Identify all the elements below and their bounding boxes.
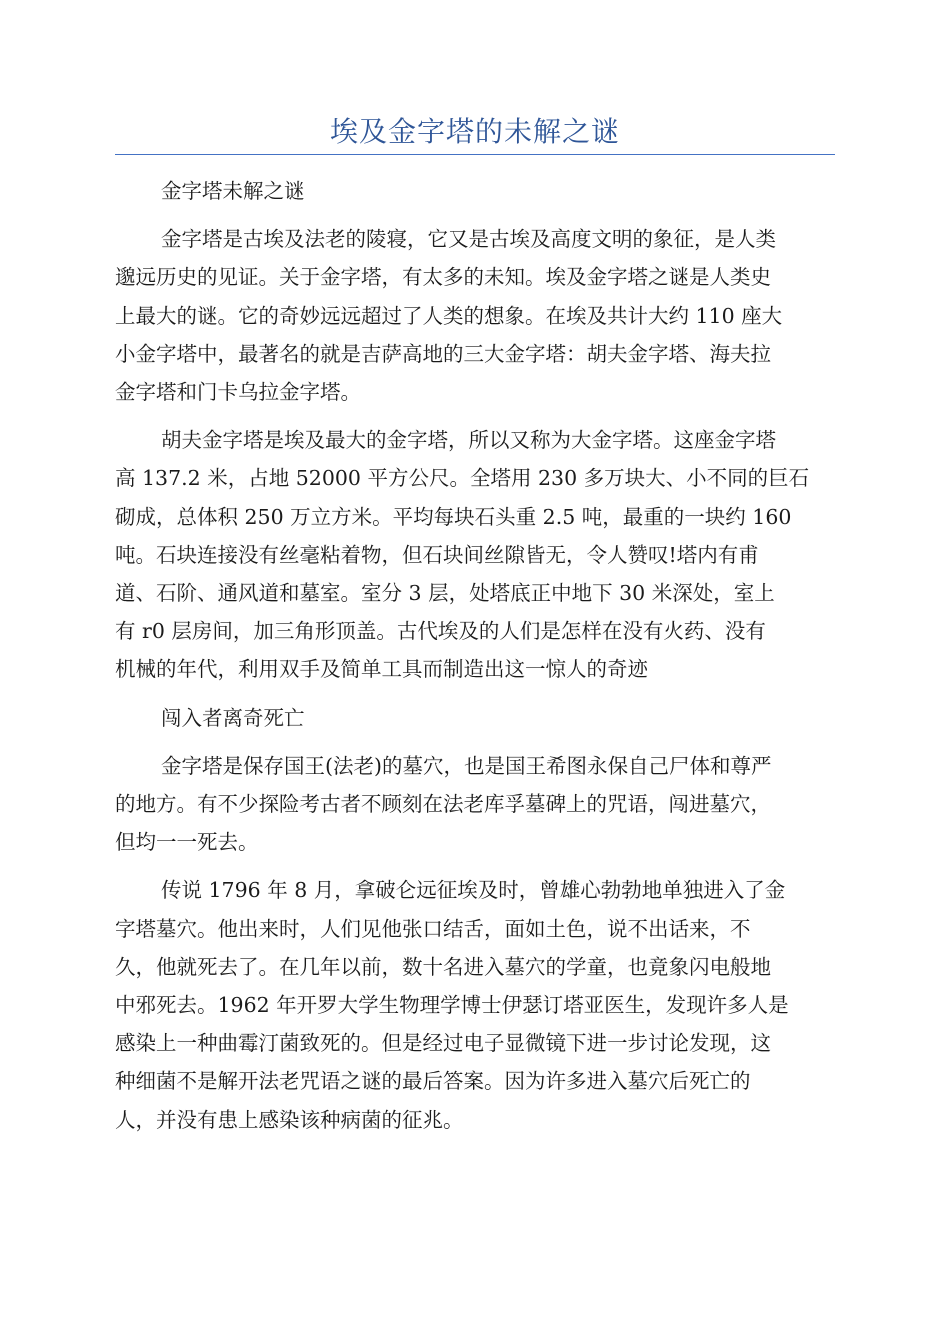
paragraph-line: 感染上一种曲霉汀菌致死的。但是经过电子显微镜下进一步讨论发现，这	[115, 1031, 771, 1056]
paragraph	[115, 871, 837, 1138]
section-heading	[115, 699, 837, 737]
paragraph-line: 但均一一死去。	[115, 830, 259, 855]
paragraph	[115, 747, 837, 862]
document-title: 埃及金字塔的未解之谜	[329, 115, 620, 148]
paragraph	[115, 421, 837, 688]
paragraph-line: 上最大的谜。它的奇妙远远超过了人类的想象。在埃及共计大约 110 座大	[115, 303, 783, 328]
paragraph-line: 金字塔和门卡乌拉金字塔。	[115, 380, 361, 405]
section-heading	[115, 172, 837, 210]
paragraph-line: 金字塔是古埃及法老的陵寝，它又是古埃及高度文明的象征，是人类	[161, 227, 776, 252]
paragraph-line: 胡夫金字塔是埃及最大的金字塔，所以又称为大金字塔。这座金字塔	[161, 428, 776, 453]
paragraph-line: 传说 1796 年 8 月，拿破仑远征埃及时，曾雄心勃勃地单独进入了金	[161, 878, 786, 903]
paragraph-line: 闯入者离奇死亡	[161, 705, 305, 730]
paragraph	[115, 220, 837, 411]
paragraph-line: 的地方。有不少探险考古者不顾刻在法老库孚墓碑上的咒语，闯进墓穴，	[115, 792, 771, 817]
paragraph-line: 砌成，总体积 250 万立方米。平均每块石头重 2.5 吨，最重的一块约 160	[115, 504, 792, 529]
title-underline	[115, 154, 835, 155]
paragraph-line: 邈远历史的见证。关于金字塔，有太多的未知。埃及金字塔之谜是人类史	[115, 265, 771, 290]
paragraph-line: 吨。石块连接没有丝毫粘着物，但石块间丝隙皆无，令人赞叹!塔内有甫	[115, 542, 759, 567]
paragraph-line: 中邪死去。1962 年开罗大学生物理学博士伊瑟订塔亚医生，发现许多人是	[115, 993, 789, 1018]
paragraph-line: 机械的年代，利用双手及简单工具而制造出这一惊人的奇迹	[115, 657, 648, 682]
paragraph-line: 道、石阶、通风道和墓室。室分 3 层，处塔底正中地下 30 米深处，室上	[115, 581, 775, 606]
paragraph-line: 种细菌不是解开法老咒语之谜的最后答案。因为许多进入墓穴后死亡的	[115, 1069, 751, 1094]
paragraph-line: 小金字塔中，最著名的就是吉萨高地的三大金字塔：胡夫金字塔、海夫拉	[115, 341, 771, 366]
paragraph-line: 字塔墓穴。他出来时，人们见他张口结舌，面如土色，说不出话来，不	[115, 916, 751, 941]
paragraph-line: 高 137.2 米，占地 52000 平方公尺。全塔用 230 多万块大、小不同的巨石	[115, 466, 810, 491]
paragraph-line: 金字塔未解之谜	[161, 179, 305, 203]
document-body	[115, 172, 837, 1149]
paragraph-line: 人，并没有患上感染该种病菌的征兆。	[115, 1107, 464, 1132]
paragraph-line: 有 r0 层房间，加三角形顶盖。古代埃及的人们是怎样在没有火药、没有	[115, 619, 766, 644]
paragraph-line: 金字塔是保存国王(法老)的墓穴，也是国王希图永保自己尸体和尊严	[161, 753, 772, 778]
paragraph-line: 久，他就死去了。在几年以前，数十名进入墓穴的学童，也竟象闪电般地	[115, 954, 771, 979]
